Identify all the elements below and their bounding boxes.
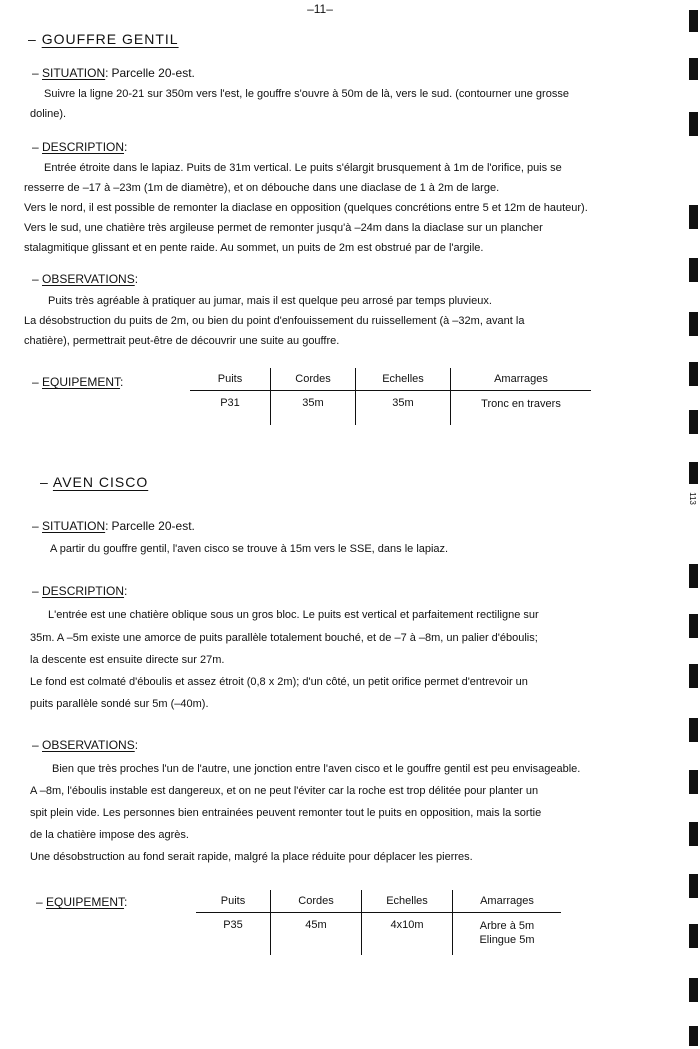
equipement-table: Puits Cordes Echelles Amarrages P31 35m 35m Tronc en travers: [190, 368, 591, 425]
situation-heading: – SITUATION: Parcelle 20-est.: [32, 519, 195, 533]
description-heading: – DESCRIPTION:: [32, 140, 128, 154]
equipement-table: Puits Cordes Echelles Amarrages P35 45m 4x10m Arbre à 5m Elingue 5m: [196, 890, 561, 955]
equipement-heading: – EQUIPEMENT:: [32, 375, 124, 389]
situation-text-cont: doline).: [30, 108, 67, 120]
observations-text: Puits très agréable à pratiquer au jumar, mais il est quelque peu arrosé par temps pluvieux.: [48, 295, 492, 307]
observations-text-cont: La désobstruction du puits de 2m, ou bien du point d'enfouissement du ruissellement (à –32m, avant la chatière), permettrait peut-être de découvrir une suite au gouffre.: [24, 315, 525, 347]
observations-heading: – OBSERVATIONS:: [32, 738, 139, 752]
description-text: L'entrée est une chatière oblique sous un gros bloc. Le puits est vertical et parfaitement rectiligne sur: [48, 609, 539, 621]
description-text-cont: resserre de –17 à –23m (1m de diamètre), et on débouche dans une diaclase de 1 à 2m de large. Vers le nord, il est possible de remonter la diaclase en opposition (quelques concrétions entre 5 et 12m de hauteur). Vers le sud, une chatière très argileuse permet de remonter jusqu'à –24m dans la diaclase sur un plancher stalagmitique glissant et en pente raide. Au sommet, un puits de 2m est obstrué par de l'argile.: [24, 182, 588, 254]
situation-heading: – SITUATION: Parcelle 20-est.: [32, 66, 195, 80]
situation-text: Suivre la ligne 20-21 sur 350m vers l'est, le gouffre s'ouvre à 50m de là, vers le sud. (contourner une grosse: [44, 88, 569, 100]
description-text-cont: 35m. A –5m existe une amorce de puits parallèle totalement bouché, et de –7 à –8m, un palier d'éboulis; la descente est ensuite directe sur 27m. Le fond est colmaté d'éboulis et assez étroit (0,8 x 2m); d'un côté, un petit orifice permet d'entrevoir un puits parallèle sondé sur 5m (–40m).: [30, 632, 538, 710]
situation-text: A partir du gouffre gentil, l'aven cisco se trouve à 15m vers le SSE, dans le lapiaz.: [50, 543, 449, 555]
description-text: Entrée étroite dans le lapiaz. Puits de 31m vertical. Le puits s'élargit brusquement à 1m de l'orifice, puis se: [44, 162, 562, 174]
observations-text: Bien que très proches l'un de l'autre, une jonction entre l'aven cisco et le gouffre gentil est peu envisageable.: [52, 763, 581, 775]
binding-marks: [686, 0, 700, 1049]
equipement-heading: – EQUIPEMENT:: [36, 895, 128, 909]
side-note: 113: [688, 492, 698, 505]
observations-heading: – OBSERVATIONS:: [32, 272, 139, 286]
page-number: –11–: [307, 2, 333, 16]
observations-text-cont: A –8m, l'éboulis instable est dangereux, et on ne peut l'éviter car la roche est trop délitée pour planter un spit plein vide. Les personnes bien entrainées peuvent remonter tout le puits en opposition, mais la sortie de la chatière impose des agrès. Une désobstruction au fond serait rapide, malgré la place réduite pour déplacer les pierres.: [30, 785, 542, 863]
section-title: – GOUFFRE GENTIL: [28, 31, 179, 47]
description-heading: – DESCRIPTION:: [32, 584, 128, 598]
section-title: – AVEN CISCO: [40, 474, 149, 490]
